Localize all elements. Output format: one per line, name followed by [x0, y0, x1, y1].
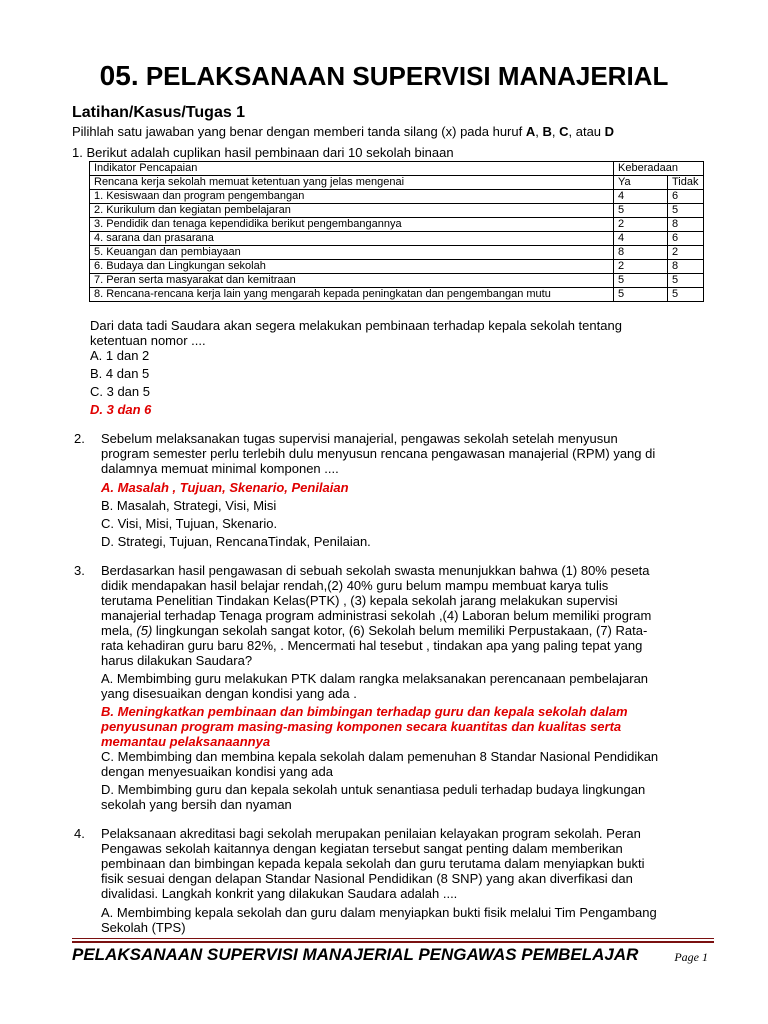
instruction	[72, 124, 614, 139]
row-ya: 2	[614, 218, 668, 232]
question-4-number: 4.	[74, 826, 85, 841]
option-d[interactable]: D. Strategi, Tujuan, RencanaTindak, Penilaian.	[101, 534, 371, 549]
row-tidak: 5	[668, 288, 704, 302]
instr-sep-1: ,	[535, 124, 543, 139]
stem-line: Pelaksanaan akreditasi bagi sekolah merupakan penilaian kelayakan program sekolah. Peran	[101, 826, 641, 841]
question-1-options	[90, 347, 151, 419]
footer-rule-thick	[72, 941, 714, 943]
row-label: 5. Keuangan dan pembiayaan	[90, 246, 614, 260]
page-title	[0, 60, 768, 92]
option-line: A. Membimbing kepala sekolah dan guru dalam menyiapkan bukti fisik melalui Tim Pengambang	[101, 905, 657, 920]
option-b[interactable]: B. Masalah, Strategi, Visi, Misi	[101, 498, 277, 513]
row-label: 1. Kesiswaan dan program pengembangan	[90, 190, 614, 204]
row-ya: 5	[614, 288, 668, 302]
footer-rule-thin	[72, 938, 714, 939]
question-1-stem	[90, 318, 622, 348]
stem-line: dalamnya memuat minimal komponen ....	[101, 461, 339, 476]
option-line: sekolah yang bersih dan nyaman	[101, 797, 292, 812]
table-row	[90, 288, 704, 302]
option-a[interactable]: A. 1 dan 2	[90, 348, 150, 363]
table-row	[90, 246, 704, 260]
option-a[interactable]	[101, 671, 658, 701]
header-keberadaan: Keberadaan	[614, 162, 704, 176]
stem-line: Pengawas sekolah kaitannya dengan kegiatan tersebut sangat penting dalam memberikan	[101, 841, 623, 856]
option-line: C. Membimbing dan membina kepala sekolah dalam pemenuhan 8 Standar Nasional Pendidikan	[101, 749, 659, 764]
question-2	[101, 431, 655, 551]
row-label: 6. Budaya dan Lingkungan sekolah	[90, 260, 614, 274]
option-line: D. Membimbing guru dan kepala sekolah untuk senantiasa peduli terhadap budaya lingkungan	[101, 782, 646, 797]
row-ya: 2	[614, 260, 668, 274]
table-row	[90, 204, 704, 218]
option-d[interactable]	[101, 782, 658, 812]
instruction-text: Pilihlah satu jawaban yang benar dengan memberi tanda silang (x) pada huruf	[72, 124, 526, 139]
option-line: A. Membimbing guru melakukan PTK dalam rangka melaksanakan perencanaan pembelajaran	[101, 671, 649, 686]
stem-line: Dari data tadi Saudara akan segera melakukan pembinaan terhadap kepala sekolah tentang	[90, 318, 622, 333]
instr-or: , atau	[568, 124, 605, 139]
instr-sep-2: ,	[551, 124, 560, 139]
option-a[interactable]	[101, 905, 657, 935]
option-line: memantau pelaksanaannya	[101, 734, 271, 749]
header-ya: Ya	[614, 176, 668, 190]
section-subtitle: Latihan/Kasus/Tugas 1	[72, 104, 246, 121]
stem-line: ketentuan nomor ....	[90, 333, 206, 348]
question-3-number: 3.	[74, 563, 85, 578]
footer-title: PELAKSANAAN SUPERVISI MANAJERIAL PENGAWAS PEMBELAJAR	[72, 945, 639, 964]
table-row	[90, 232, 704, 246]
header-rencana: Rencana kerja sekolah memuat ketentuan yang jelas mengenai	[90, 176, 614, 190]
option-c[interactable]: C. Visi, Misi, Tujuan, Skenario.	[101, 516, 278, 531]
stem-line: Berdasarkan hasil pengawasan di sebuah sekolah swasta menunjukkan bahwa (1) 80% peseta	[101, 563, 650, 578]
table-row	[90, 218, 704, 232]
letter-b: B	[542, 124, 552, 139]
stem-line: fisik sesuai dengan delapan Standar Nasional Pendidikan (8 SNP) yang akan diverfikasi dan	[101, 871, 633, 886]
stem-line: terutama Penelitian Tindakan Kelas(PTK) , (3) kepala sekolah jarang melakukan supervisi	[101, 593, 618, 608]
stem-line: pembinaan dan bimbingan kepada kepala sekolah dan guru terutama dalam menyiapkan bukti	[101, 856, 645, 871]
stem-text: mela,	[101, 623, 137, 638]
letter-d: D	[604, 124, 615, 139]
page-number: Page 1	[674, 950, 708, 964]
question-3	[101, 563, 658, 812]
title-text: PELAKSANAAN SUPERVISI MANAJERIAL	[145, 61, 669, 91]
option-d-answer[interactable]: D. 3 dan 6	[90, 402, 152, 417]
row-label: 4. sarana dan prasarana	[90, 232, 614, 246]
stem-line: harus dilakukan Saudara?	[101, 653, 253, 668]
row-ya: 8	[614, 246, 668, 260]
row-ya: 5	[614, 204, 668, 218]
stem-text: lingkungan sekolah sangat kotor, (6) Sekolah belum memiliki Perpustakaan, (7) Rata-	[152, 623, 648, 638]
option-line: B. Meningkatkan pembinaan dan bimbingan terhadap guru dan kepala sekolah dalam	[101, 704, 628, 719]
row-tidak: 8	[668, 218, 704, 232]
stem-line: program semester perlu terlebih dulu menyusun rencana pengawasan manajerial (RPM) yang di	[101, 446, 656, 461]
row-tidak: 8	[668, 260, 704, 274]
option-line: yang disesuaikan dengan kondisi yang ada .	[101, 686, 357, 701]
option-b-answer[interactable]	[101, 704, 658, 749]
option-line: dengan menyesuaikan kondisi yang ada	[101, 764, 334, 779]
row-ya: 5	[614, 274, 668, 288]
table-subheader-row	[90, 176, 704, 190]
stem-line: didik mendapakan hasil belajar rendah,(2) 40% guru belum mampu membuat karya tulis	[101, 578, 609, 593]
table-header-row	[90, 162, 704, 176]
stem-line: rata kehadiran guru baru 82%, . Mencermati hal tesebut , tindakan apa yang paling tepat yang	[101, 638, 643, 653]
row-label: 3. Pendidik dan tenaga kependidika berikut pengembangannya	[90, 218, 614, 232]
option-a-answer[interactable]: A. Masalah , Tujuan, Skenario, Penilaian	[101, 480, 349, 495]
option-b[interactable]: B. 4 dan 5	[90, 366, 150, 381]
indicator-table	[89, 161, 704, 302]
stem-italic: (5)	[136, 623, 153, 638]
row-tidak: 5	[668, 274, 704, 288]
header-tidak: Tidak	[668, 176, 704, 190]
question-2-options	[101, 479, 655, 551]
stem-line: manajerial terhadap Tenaga program administrasi sekolah ,(4) Laboran belum memiliki program	[101, 608, 652, 623]
option-c[interactable]: C. 3 dan 5	[90, 384, 150, 399]
row-ya: 4	[614, 232, 668, 246]
table-row	[90, 190, 704, 204]
stem-line: divalidasi. Langkah konkrit yang dilakukan Saudara adalah ....	[101, 886, 458, 901]
letter-a: A	[525, 124, 536, 139]
stem-line: Sebelum melaksanakan tugas supervisi manajerial, pengawas sekolah setelah menyusun	[101, 431, 618, 446]
row-tidak: 6	[668, 190, 704, 204]
table-row	[90, 260, 704, 274]
question-1-intro: 1. Berikut adalah cuplikan hasil pembinaan dari 10 sekolah binaan	[72, 145, 454, 160]
stem-line	[101, 623, 658, 638]
row-label: 8. Rencana-rencana kerja lain yang mengarah kepada peningkatan dan pengembangan mutu	[90, 288, 614, 302]
table-row	[90, 274, 704, 288]
row-tidak: 2	[668, 246, 704, 260]
row-tidak: 6	[668, 232, 704, 246]
question-4	[101, 826, 657, 935]
option-line: penyusunan program masing-masing komponen secara kuantitas dan kualitas serta	[101, 719, 622, 734]
row-label: 2. Kurikulum dan kegiatan pembelajaran	[90, 204, 614, 218]
header-indikator: Indikator Pencapaian	[90, 162, 614, 176]
letter-c: C	[559, 124, 569, 139]
option-c[interactable]	[101, 749, 658, 779]
title-number: 05.	[99, 60, 139, 91]
question-2-number: 2.	[74, 431, 85, 446]
row-label: 7. Peran serta masyarakat dan kemitraan	[90, 274, 614, 288]
row-ya: 4	[614, 190, 668, 204]
row-tidak: 5	[668, 204, 704, 218]
option-line: Sekolah (TPS)	[101, 920, 186, 935]
